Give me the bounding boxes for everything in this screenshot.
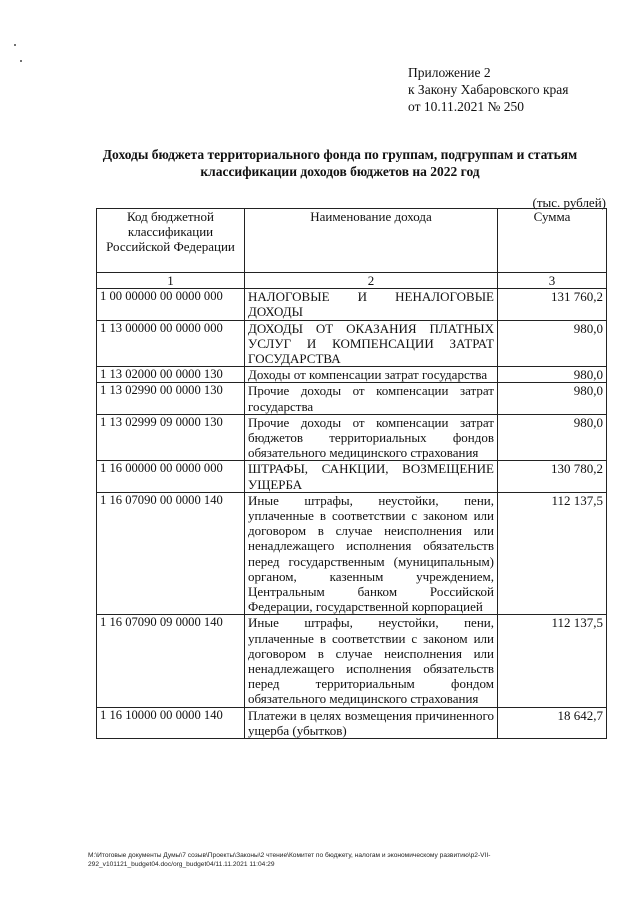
row-code: 1 16 00000 00 0000 000 <box>97 461 245 492</box>
row-code: 1 16 07090 09 0000 140 <box>97 615 245 707</box>
row-sum: 130 780,2 <box>498 461 607 492</box>
table-row <box>97 289 607 320</box>
table-row <box>97 707 607 738</box>
row-name: Прочие доходы от компенсации затрат бюджетов территориальных фондов обязательного медицинского страхования <box>245 414 498 461</box>
header-code: Код бюджетной классификации Российской Федерации <box>97 209 245 273</box>
row-code: 1 16 07090 00 0000 140 <box>97 492 245 615</box>
footer-line-1: M:\Итоговые документы Думы\7 созыв\Проекты\Законы\2 чтение\Комитет по бюджету, налогам и экономическому развитию\р2-VII- <box>88 852 491 859</box>
appendix-line-2: к Закону Хабаровского края <box>408 82 569 97</box>
row-name: Прочие доходы от компенсации затрат государства <box>245 383 498 414</box>
footer-line-2: 292_v101121_budget04.doc/org_budget04/11.11.2021 11:04:29 <box>88 860 275 868</box>
row-sum: 980,0 <box>498 367 607 383</box>
row-code: 1 13 02000 00 0000 130 <box>97 367 245 383</box>
title-line-1: Доходы бюджета территориального фонда по группам, подгруппам и статьям <box>102 147 578 162</box>
document-title <box>60 146 620 180</box>
units-label: (тыс. рублей) <box>532 195 606 210</box>
row-sum: 980,0 <box>498 414 607 461</box>
table-header-row <box>97 209 607 273</box>
table-row <box>97 492 607 615</box>
row-name: Платежи в целях возмещения причиненного ущерба (убытков) <box>245 707 498 738</box>
row-name: ДОХОДЫ ОТ ОКАЗАНИЯ ПЛАТНЫХ УСЛУГ И КОМПЕНСАЦИИ ЗАТРАТ ГОСУДАРСТВА <box>245 320 498 367</box>
row-code: 1 13 00000 00 0000 000 <box>97 320 245 367</box>
row-name: ШТРАФЫ, САНКЦИИ, ВОЗМЕЩЕНИЕ УЩЕРБА <box>245 461 498 492</box>
row-sum: 112 137,5 <box>498 615 607 707</box>
table-row <box>97 414 607 461</box>
row-name: НАЛОГОВЫЕ И НЕНАЛОГОВЫЕ ДОХОДЫ <box>245 289 498 320</box>
table-row <box>97 461 607 492</box>
column-numbers-row <box>97 273 607 289</box>
header-sum: Сумма <box>498 209 607 273</box>
table-row <box>97 320 607 367</box>
row-code: 1 16 10000 00 0000 140 <box>97 707 245 738</box>
row-sum: 112 137,5 <box>498 492 607 615</box>
row-name: Доходы от компенсации затрат государства <box>245 367 498 383</box>
scan-speck <box>20 60 22 62</box>
appendix-note <box>408 64 569 115</box>
header-name: Наименование дохода <box>245 209 498 273</box>
column-number: 2 <box>245 273 498 289</box>
row-sum: 980,0 <box>498 383 607 414</box>
table-row <box>97 367 607 383</box>
row-sum: 980,0 <box>498 320 607 367</box>
title-line-2: классификации доходов бюджетов на 2022 год <box>200 164 480 179</box>
revenue-table <box>96 208 607 739</box>
scan-speck <box>14 44 16 46</box>
appendix-line-3: от 10.11.2021 № 250 <box>408 99 524 114</box>
table-row <box>97 383 607 414</box>
table-row <box>97 615 607 707</box>
row-name: Иные штрафы, неустойки, пени, уплаченные в соответствии с законом или договором в случае неисполнения или ненадлежащего исполнения обязательств перед территориальным фондом обязательного медицинского страхования <box>245 615 498 707</box>
appendix-line-1: Приложение 2 <box>408 65 491 80</box>
row-name: Иные штрафы, неустойки, пени, уплаченные в соответствии с законом или договором в случае неисполнения или ненадлежащего исполнения обязательств перед государственным (муниципальным) органом, казенным учреждением, Центральным банком Российской Федерации, государственной корпорацией <box>245 492 498 615</box>
column-number: 3 <box>498 273 607 289</box>
row-sum: 18 642,7 <box>498 707 607 738</box>
row-code: 1 13 02999 09 0000 130 <box>97 414 245 461</box>
file-path-footer <box>88 852 608 869</box>
row-code: 1 13 02990 00 0000 130 <box>97 383 245 414</box>
row-sum: 131 760,2 <box>498 289 607 320</box>
row-code: 1 00 00000 00 0000 000 <box>97 289 245 320</box>
column-number: 1 <box>97 273 245 289</box>
